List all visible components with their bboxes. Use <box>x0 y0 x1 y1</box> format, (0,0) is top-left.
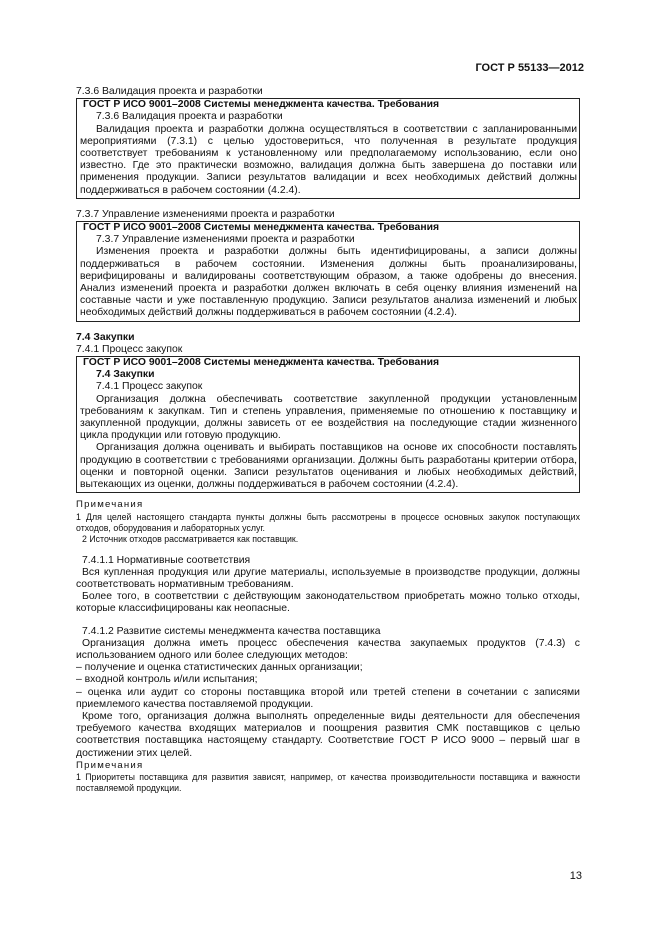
section-7-4-1-title: 7.4.1 Процесс закупок <box>76 343 183 355</box>
note-1: 1 Для целей настоящего стандарта пункты должны быть рассмотрены в процессе основных закупок поступающих отходов, оборудования и лабораторных услуг. <box>76 511 580 533</box>
box-title: ГОСТ Р ИСО 9001–2008 Системы менеджмента качества. Требования <box>83 99 440 111</box>
iso-quote-box-7-3-6 <box>76 98 580 199</box>
section-7-4-1-1-title: 7.4.1.1 Нормативные соответствия <box>82 554 251 566</box>
iso-quote-box-7-3-7 <box>76 221 580 322</box>
section-7-3-7-title: 7.3.7 Управление изменениями проекта и разработки <box>76 208 335 220</box>
box-text: Валидация проекта и разработки должна осуществляться в соответствии с запланированными мероприятиями (7.3.1) с целью удостовериться, что полученная в результате продукция соответствует требованиям к установленному или предполагаемому использованию, если оно известно. Где это практически возможно, валидация должна быть завершена до поставки или применения продукции. Записи результатов валидации и всех необходимых действий должны поддерживаться в рабочем состоянии (4.2.4). <box>80 123 577 196</box>
note-1: 1 Приоритеты поставщика для развития зависят, например, от качества производительности поставщика и важности поставляемой продукции. <box>76 771 580 793</box>
box-title: ГОСТ Р ИСО 9001–2008 Системы менеджмента качества. Требования <box>83 222 440 234</box>
section-7-3-6-title: 7.3.6 Валидация проекта и разработки <box>76 86 263 97</box>
box-subtitle: 7.3.7 Управление изменениями проекта и разработки <box>96 234 355 246</box>
list-item: – получение и оценка статистических данных организации; <box>76 662 363 674</box>
note-2: 2 Источник отходов рассматривается как поставщик. <box>82 533 299 544</box>
box-text: Изменения проекта и разработки должны быть идентифицированы, а записи должны поддерживаться в рабочем состоянии. Изменения должны быть проанализированы, верифицированы и валидированы соответствующим образом, а также одобрены до внесения. Анализ изменений проекта и разработки должен включать в себя оценку влияния изменений на составные части и уже поставленную продукцию. Записи результатов анализа изменений и любых необходимых действий должны поддерживаться в рабочем состоянии (4.2.4). <box>80 246 577 319</box>
list-item: – оценка или аудит со стороны поставщика второй или третей степени в сочетании с записями приемлемого качества поставляемой продукции. <box>76 686 580 710</box>
box-heading: 7.4 Закупки <box>96 369 155 381</box>
page-number: 13 <box>569 870 582 882</box>
box-subtitle: 7.3.6 Валидация проекта и разработки <box>96 111 283 123</box>
paragraph: Вся купленная продукция или другие материалы, используемые в производстве продукции, должны соответствовать нормативным требованиям. <box>76 566 580 590</box>
box-title: ГОСТ Р ИСО 9001–2008 Системы менеджмента качества. Требования <box>83 357 440 369</box>
paragraph: Кроме того, организация должна выполнять определенные виды деятельности для обеспечения требуемого качества входящих материалов и поощрения развития СМК поставщиков с целью соответствия поставщика настоящему стандарту. Соответствие ГОСТ Р ИСО 9000 – первый шаг в достижении этих целей. <box>76 710 580 759</box>
paragraph: Более того, в соответствии с действующим законодательством приобретать можно только отходы, которые классифицированы как неопасные. <box>76 591 580 615</box>
section-7-4-title: 7.4 Закупки <box>76 331 135 343</box>
notes-heading: Примечания <box>76 499 144 511</box>
box-paragraph-2: Организация должна оценивать и выбирать поставщиков на основе их способности поставлять продукцию в соответствии с требованиями организации. Должны быть разработаны критерии отбора, оценки и повторной оценки. Записи результатов оценивания и любых необходимых действий, вытекающих из оценки, должны поддерживаться в рабочем состоянии (4.2.4). <box>80 442 577 491</box>
box-paragraph-1: Организация должна обеспечивать соответствие закупленной продукции установленным требованиям к закупкам. Тип и степень управления, применяемые по отношению к поставщику и закупленной продукции, должны зависеть от ее воздействия на последующие стадии жизненного цикла продукции или готовую продукцию. <box>80 393 577 442</box>
list-item: – входной контроль и/или испытания; <box>76 674 258 686</box>
standard-header: ГОСТ Р 55133—2012 <box>475 62 584 74</box>
notes-heading: Примечания <box>76 759 144 771</box>
section-7-4-1-2-title: 7.4.1.2 Развитие системы менеджмента качества поставщика <box>82 625 381 637</box>
box-subtitle: 7.4.1 Процесс закупок <box>96 381 203 393</box>
content-column <box>76 86 580 794</box>
iso-quote-box-7-4 <box>76 356 580 493</box>
paragraph: Организация должна иметь процесс обеспечения качества закупаемых продуктов (7.4.3) с использованием одного или более следующих методов: <box>76 637 580 661</box>
